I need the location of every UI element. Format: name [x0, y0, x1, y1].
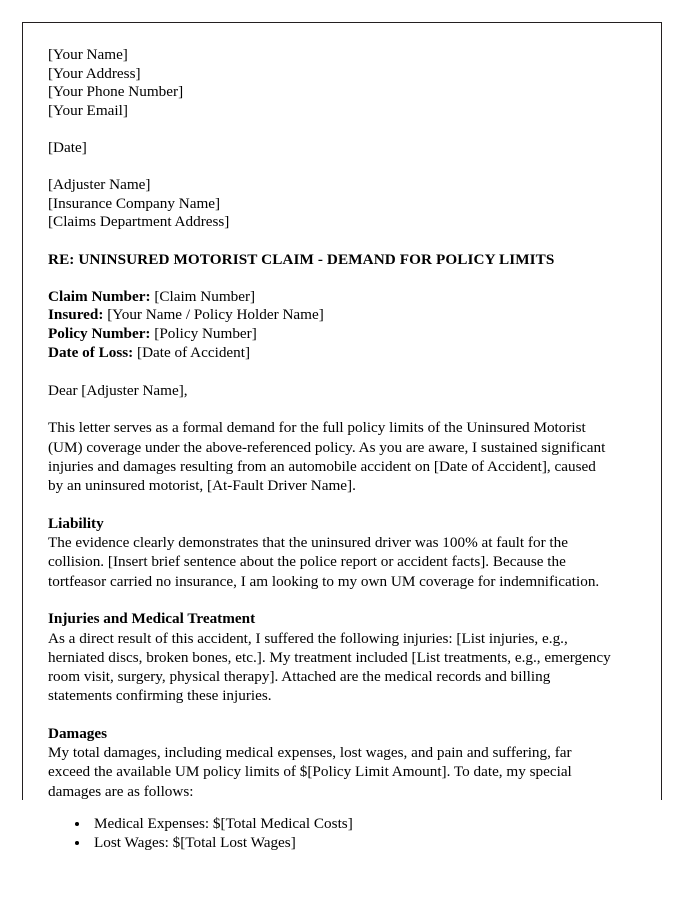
- spacer-before-damages-list: [48, 801, 613, 814]
- document-page: [22, 22, 662, 852]
- damages-list: [48, 814, 613, 853]
- spacer-after-subject: [48, 269, 613, 288]
- intro-paragraph: This letter serves as a formal demand for the full policy limits of the Uninsured Motorist (UM) coverage under the above-referenced policy. As you are aware, I sustained significant injuries and damages resulting from an automobile accident on [Date of Accident], caused by an uninsured motorist, [At-Fault Driver Name].: [48, 419, 606, 495]
- section-heading-injuries: Injuries and Medical Treatment: [48, 610, 256, 628]
- claim-detail-label: Claim Number:: [48, 287, 151, 305]
- claim-detail-value: [Policy Number]: [154, 324, 257, 342]
- letter-content: [48, 46, 613, 853]
- claim-detail-label: Insured:: [48, 306, 104, 324]
- claim-detail-row: [48, 325, 613, 344]
- sender-email: [Your Email]: [48, 101, 128, 119]
- sender-block: [48, 46, 613, 120]
- claim-detail-value: [Date of Accident]: [137, 343, 251, 361]
- salutation: Dear [Adjuster Name],: [48, 381, 188, 399]
- spacer-after-sender: [48, 120, 613, 139]
- claim-detail-value: [Your Name / Policy Holder Name]: [107, 306, 324, 324]
- spacer-after-recipient: [48, 232, 613, 251]
- sender-phone: [Your Phone Number]: [48, 83, 184, 101]
- claim-detail-row: [48, 344, 613, 363]
- spacer-after-salutation: [48, 400, 613, 419]
- recipient-adjuster: [Adjuster Name]: [48, 176, 151, 194]
- date-block: [48, 139, 613, 158]
- letter-date: [Date]: [48, 138, 87, 156]
- spacer-after-intro: [48, 495, 613, 514]
- recipient-department: [Claims Department Address]: [48, 213, 230, 231]
- sender-name: [Your Name]: [48, 46, 128, 63]
- subject-line: RE: UNINSURED MOTORIST CLAIM - DEMAND FOR POLICY LIMITS: [48, 250, 555, 268]
- section-body-liability: The evidence clearly demonstrates that the uninsured driver was 100% at fault for the collision. [Insert brief sentence about the police report or accident facts]. Because the tortfeasor carried no insurance, I am looking to my own UM coverage for indemnification.: [48, 534, 600, 590]
- spacer-after-injuries: [48, 705, 613, 724]
- claim-detail-row: [48, 306, 613, 325]
- spacer-after-claim-details: [48, 362, 613, 381]
- spacer-after-date: [48, 158, 613, 177]
- recipient-company: [Insurance Company Name]: [48, 194, 221, 212]
- section-heading-damages: Damages: [48, 724, 108, 742]
- sender-address: [Your Address]: [48, 64, 141, 82]
- recipient-block: [48, 176, 613, 232]
- section-body-injuries: As a direct result of this accident, I suffered the following injuries: [List injuries, e.g., herniated discs, broken bones, etc.]. My treatment included [List treatments, e.g., emergency room visit, surgery, physical therapy]. Attached are the medical records and billing statements confirming these injuries.: [48, 629, 611, 705]
- section-body-damages: My total damages, including medical expenses, lost wages, and pain and suffering, far exceed the available UM policy limits of $[Policy Limit Amount]. To date, my special damages are as follows:: [48, 744, 572, 800]
- section-heading-liability: Liability: [48, 514, 104, 532]
- list-item: • Medical Expenses: $[Total Medical Costs]: [90, 814, 613, 834]
- claim-detail-value: [Claim Number]: [154, 287, 256, 305]
- claim-detail-label: Policy Number:: [48, 324, 151, 342]
- claim-detail-row: [48, 288, 613, 307]
- list-item: • Lost Wages: $[Total Lost Wages]: [90, 833, 613, 853]
- claim-details-block: [48, 288, 613, 362]
- claim-detail-label: Date of Loss:: [48, 343, 134, 361]
- spacer-after-liability: [48, 591, 613, 610]
